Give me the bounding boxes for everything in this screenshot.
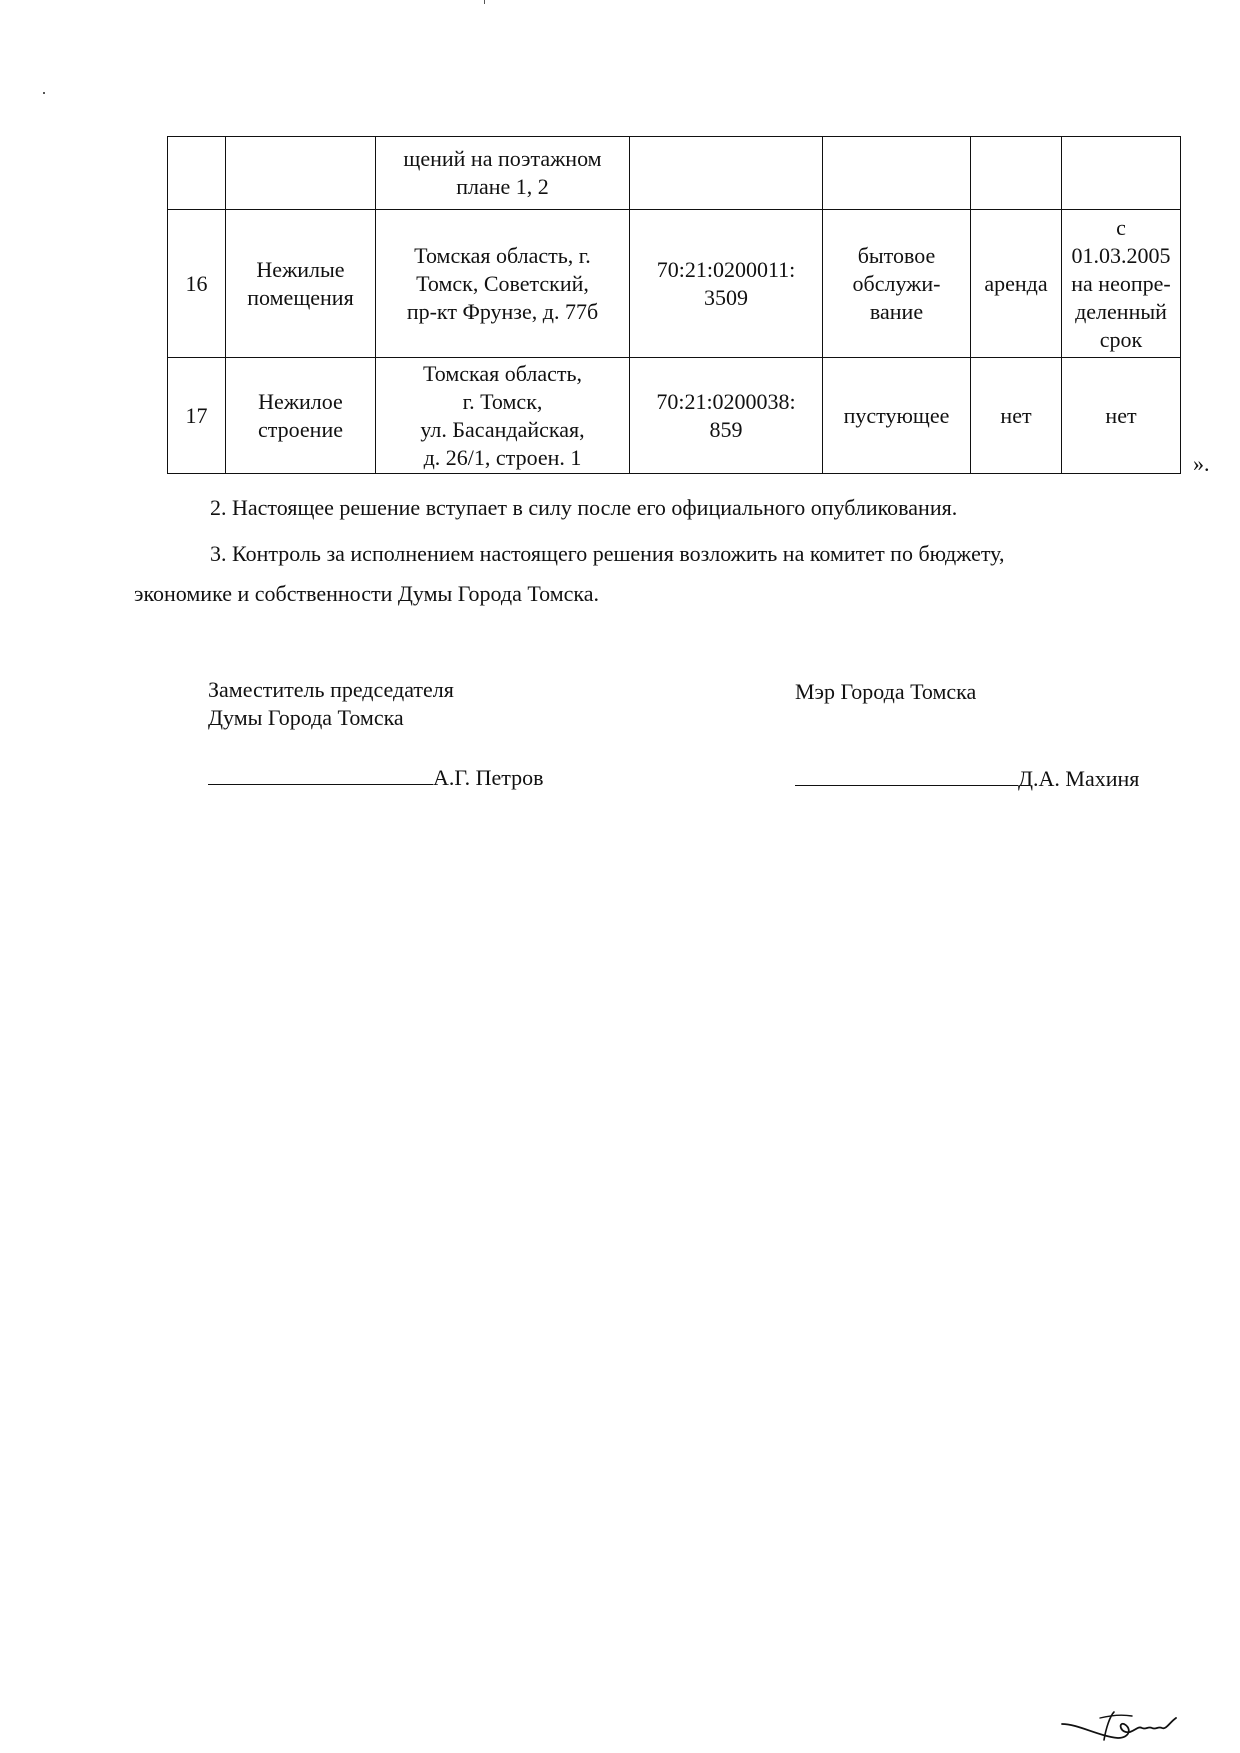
purpose-cell: [823, 210, 971, 358]
handwritten-initials-mark: [1060, 1700, 1185, 1745]
object-name-line: помещения: [247, 284, 354, 310]
purpose-line: вание: [869, 298, 924, 324]
purpose-line: бытовое: [857, 242, 936, 268]
address-line: ул. Басандайская,: [420, 416, 585, 442]
scan-speck: [484, 0, 485, 4]
row-number-cell: 17: [168, 358, 226, 474]
right-signatory-name: Д.А. Махиня: [1018, 766, 1140, 791]
address-line: пр-кт Фрунзе, д. 77б: [406, 298, 599, 324]
purpose-line: пустующее: [843, 402, 950, 428]
address-cell: [376, 210, 630, 358]
paragraph-2: 2. Настоящее решение вступает в силу после его официального опубликования.: [210, 495, 958, 520]
cadastral-line: 859: [709, 416, 743, 442]
cadastral-number-cell: [630, 210, 823, 358]
encumbrance-cell: аренда: [971, 210, 1062, 358]
signature-line: [795, 763, 1018, 786]
right-signature-block: [795, 763, 1139, 793]
address-line: г. Томск,: [462, 388, 543, 414]
term-line: деленный: [1075, 298, 1167, 324]
purpose-cell: [823, 358, 971, 474]
encumbrance-cell: [971, 137, 1062, 210]
property-table: [167, 136, 1181, 474]
term-line: 01.03.2005: [1071, 242, 1171, 268]
cadastral-line: 3509: [704, 284, 748, 310]
term-cell: [1062, 210, 1181, 358]
left-title-line: Думы Города Томска: [208, 705, 404, 730]
term-line: на неопре-: [1071, 270, 1171, 296]
paragraph-3-line-2: экономике и собственности Думы Города Томска.: [134, 581, 600, 606]
right-signatory-title: Мэр Города Томска: [795, 679, 977, 704]
term-line: срок: [1099, 326, 1143, 352]
address-cell: [376, 358, 630, 474]
object-name-line: Нежилые: [256, 256, 345, 282]
object-name-cell: [226, 358, 376, 474]
term-line: нет: [1105, 402, 1137, 428]
left-title-line: Заместитель председателя: [208, 677, 454, 702]
object-name-line: Нежилое: [258, 388, 343, 414]
row-number-cell: [168, 137, 226, 210]
cadastral-number-cell: [630, 137, 823, 210]
address-line: Томская область, г.: [414, 242, 591, 268]
left-signatory-name: А.Г. Петров: [433, 765, 544, 790]
cadastral-line: 70:21:0200011:: [656, 256, 796, 282]
address-line: щений на поэтажном: [403, 146, 602, 171]
address-line: д. 26/1, строен. 1: [423, 444, 582, 470]
term-cell: [1062, 358, 1181, 474]
address-cell: [376, 137, 630, 210]
term-line: с: [1116, 214, 1126, 240]
row-number-cell: 16: [168, 210, 226, 358]
cadastral-line: 70:21:0200038:: [656, 388, 796, 414]
purpose-line: обслужи-: [852, 270, 941, 296]
paragraph-3-line-1: 3. Контроль за исполнением настоящего решения возложить на комитет по бюджету,: [210, 541, 1005, 566]
term-cell: [1062, 137, 1181, 210]
closing-quote: ».: [1193, 451, 1210, 476]
purpose-cell: [823, 137, 971, 210]
table-row: [168, 210, 1181, 358]
cadastral-number-cell: [630, 358, 823, 474]
object-name-cell: [226, 137, 376, 210]
object-name-line: строение: [258, 416, 343, 442]
address-line: Томск, Советский,: [416, 270, 589, 296]
scan-speck: [43, 92, 45, 94]
object-name-cell: [226, 210, 376, 358]
address-line: плане 1, 2: [456, 174, 549, 199]
table-row: [168, 358, 1181, 474]
address-line: Томская область,: [422, 360, 583, 386]
signature-line: [208, 762, 433, 785]
encumbrance-cell: нет: [971, 358, 1062, 474]
table-row: [168, 137, 1181, 210]
left-signature-block: [208, 762, 544, 792]
left-signatory-title: [208, 676, 454, 732]
